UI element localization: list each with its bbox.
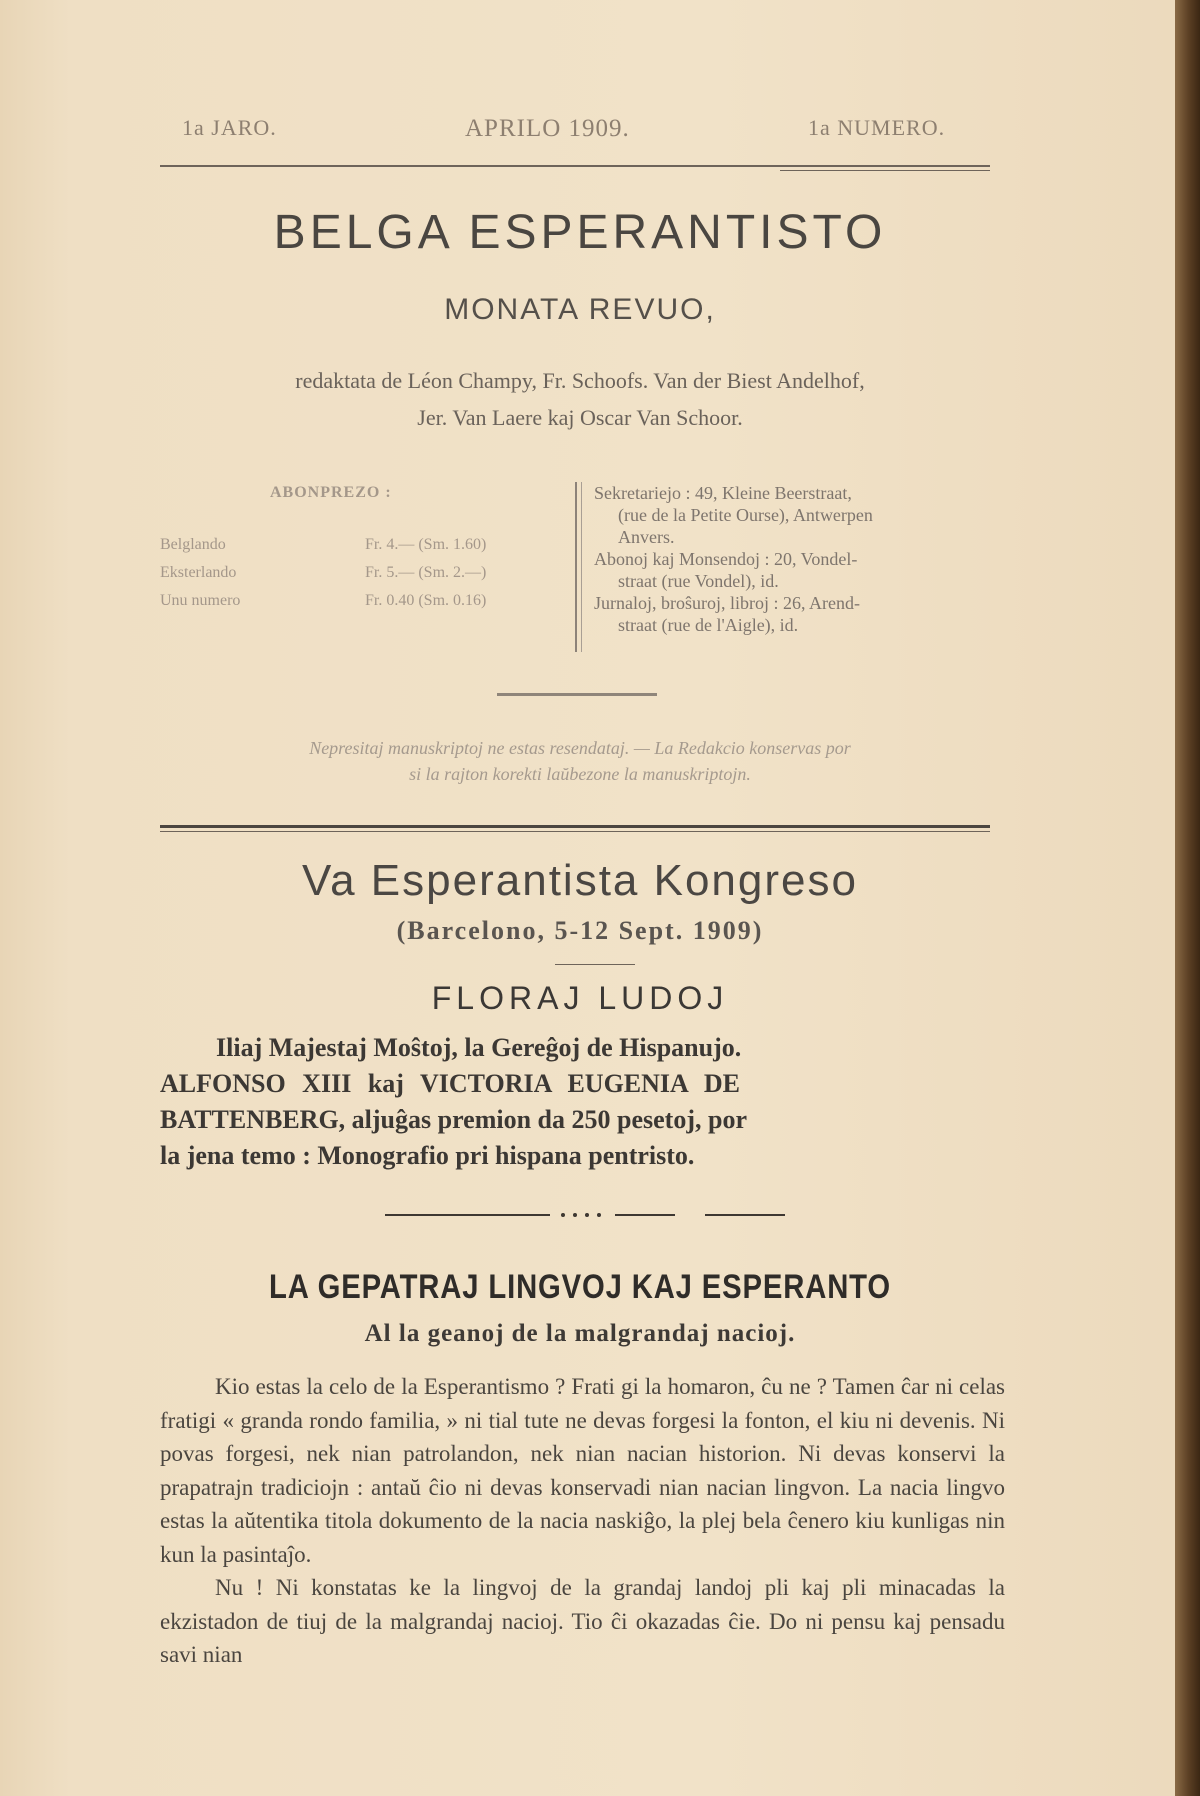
price-value: Fr. 5.— (Sm. 2.—): [365, 564, 487, 581]
small-rule: [555, 964, 635, 965]
section-rule-thick: [160, 825, 990, 828]
contact-line: Anvers.: [618, 527, 675, 547]
kongreso-subtitle: (Barcelono, 5-12 Sept. 1909): [396, 916, 764, 945]
kongreso-text-line: Iliaj Majestaj Moŝtoj, la Gereĝoj de Hispanujo.: [216, 1033, 742, 1062]
book-binding-edge: [1175, 0, 1200, 1796]
header-rule-double: [780, 170, 990, 171]
header-rule: [160, 165, 990, 167]
kongreso-text-line: la jena temo : Monografio pri hispana pentristo.: [160, 1141, 695, 1170]
contact-line: straat (rue Vondel), id.: [618, 571, 779, 591]
editors-line-1: redaktata de Léon Champy, Fr. Schoofs. Van der Biest Andelhof,: [295, 368, 865, 393]
journal-title: BELGA ESPERANTISTO: [273, 206, 887, 259]
contact-line: Sekretariejo : 49, Kleine Beerstraat,: [594, 483, 852, 503]
column-divider-inner: [581, 482, 582, 652]
notice-line-1: Nepresitaj manuskriptoj ne estas resendataj. — La Redakcio konservas por: [309, 738, 851, 758]
kongreso-text-line: BATTENBERG, aljuĝas premion da 250 pesetoj, por: [160, 1105, 747, 1134]
short-divider: [497, 693, 657, 696]
article-subtitle: Al la geanoj de la malgrandaj nacioj.: [364, 1320, 796, 1347]
column-divider: [575, 482, 577, 652]
notice-line-2: si la rajton korekti laŭbezone la manuskriptojn.: [409, 764, 751, 784]
price-label: Belglando: [160, 536, 226, 553]
contact-line: straat (rue de l'Aigle), id.: [618, 615, 799, 635]
price-label: Unu numero: [160, 592, 241, 609]
kongreso-title: Va Esperantista Kongreso: [302, 856, 858, 905]
floraj-ludoj-heading: FLORAJ LUDOJ: [431, 980, 729, 1016]
article-paragraph: Nu ! Ni konstatas ke la lingvoj de la grandaj landoj pli kaj pli minacadas la ekzistadon de tiuj de la malgrandaj nacioj. Tio ĉi okazadas ĉie. Do ni pensu kaj pensadu savi nian: [160, 1575, 1005, 1667]
ornament-divider-svg: [385, 1209, 785, 1221]
header-date: APRILO 1909.: [465, 115, 630, 142]
article-body: [160, 1370, 1005, 1672]
contact-line: Abonoj kaj Monsendoj : 20, Vondel-: [594, 549, 858, 569]
contact-line: Jurnaloj, broŝuroj, libroj : 26, Arend-: [594, 593, 860, 613]
journal-subtitle: MONATA REVUO,: [444, 293, 716, 326]
section-rule-thin: [160, 831, 990, 832]
header-number: 1a NUMERO.: [808, 115, 946, 140]
article-paragraph: Kio estas la celo de la Esperantismo ? Frati gi la homaron, ĉu ne ? Tamen ĉar ni celas fratigi « granda rondo familia, » ni tial tute ne devas forgesi la fonton, el kiu ni devenis. Ni povas forgesi, nek nian patrolandon, nek nian nacian historion. Ni devas konservi la prapatrajn tradiciojn : antaŭ ĉio ni devas konservadi nian nacian lingvon. La nacia lingvo estas la aŭtentika titola dokumento de la nacia naskiĝo, la plej bela ĉenero kiu kunligas nin kun la pasintaĵo.: [160, 1374, 1005, 1567]
editors-line-2: Jer. Van Laere kaj Oscar Van Schoor.: [417, 405, 743, 430]
ornament-divider: [385, 1208, 785, 1220]
kongreso-text-line: ALFONSO XIII kaj VICTORIA EUGENIA DE: [160, 1069, 741, 1098]
contact-line: (rue de la Petite Ourse), Antwerpen: [618, 505, 873, 525]
price-label: Eksterlando: [160, 564, 237, 581]
price-value: Fr. 4.— (Sm. 1.60): [365, 536, 487, 553]
contacts-block: [594, 482, 1014, 636]
header-year: 1a JARO.: [182, 115, 277, 140]
subscription-heading: ABONPREZO :: [270, 484, 392, 501]
article-title: LA GEPATRAJ LINGVOJ KAJ ESPERANTO: [269, 1268, 891, 1306]
price-value: Fr. 0.40 (Sm. 0.16): [365, 592, 487, 609]
